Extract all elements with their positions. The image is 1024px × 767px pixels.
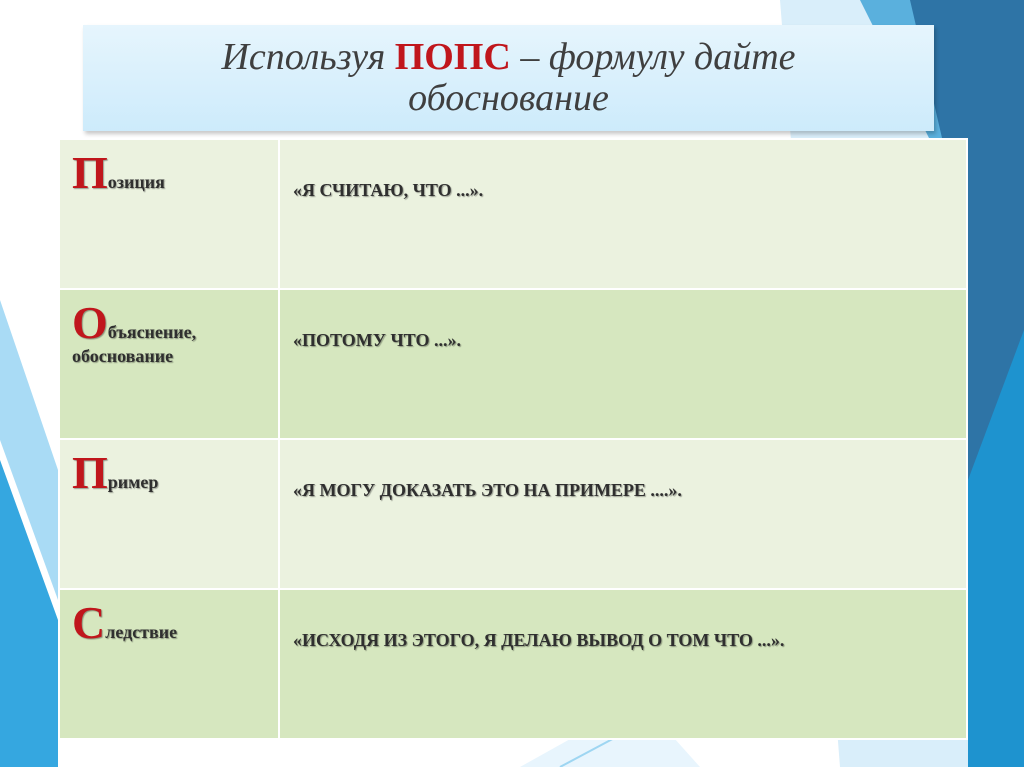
popc-formula-table	[58, 138, 968, 740]
term-rest: ледствие	[105, 622, 178, 642]
term-consequence	[60, 590, 278, 648]
term-cell	[59, 289, 279, 439]
table-row-consequence	[59, 589, 967, 739]
title-suffix: – формулу дайте обоснование	[408, 36, 796, 119]
phrase-cell	[279, 589, 967, 739]
title-box	[83, 25, 934, 131]
table-row-explanation	[59, 289, 967, 439]
phrase-example: «Я МОГУ ДОКАЗАТЬ ЭТО НА ПРИМЕРЕ ....».	[293, 480, 682, 500]
table-row-example	[59, 439, 967, 589]
term-cell	[59, 589, 279, 739]
term-rest: ример	[107, 472, 159, 492]
term-initial: П	[72, 447, 108, 498]
term-position	[60, 140, 278, 198]
phrase-position: «Я СЧИТАЮ, ЧТО ...».	[293, 180, 484, 200]
term-cell	[59, 139, 279, 289]
term-rest: бъяснение,	[107, 322, 197, 342]
term-cell	[59, 439, 279, 589]
term-initial: С	[72, 597, 106, 648]
phrase-cell	[279, 139, 967, 289]
title-prefix: Используя	[221, 36, 395, 78]
phrase-cell	[279, 289, 967, 439]
term-explanation	[60, 290, 278, 368]
phrase-cell	[279, 439, 967, 589]
phrase-explanation: «ПОТОМУ ЧТО ...».	[293, 330, 461, 350]
term-rest: озиция	[107, 172, 165, 192]
page-title	[129, 37, 889, 119]
phrase-consequence: «ИСХОДЯ ИЗ ЭТОГО, Я ДЕЛАЮ ВЫВОД О ТОМ ЧТО ...».	[293, 630, 785, 650]
table-row-position	[59, 139, 967, 289]
term-initial: П	[72, 147, 108, 198]
term-initial: О	[72, 297, 108, 348]
term-continuation: обоснование	[72, 346, 174, 366]
term-example	[60, 440, 278, 498]
title-accent: ПОПС	[394, 36, 511, 78]
